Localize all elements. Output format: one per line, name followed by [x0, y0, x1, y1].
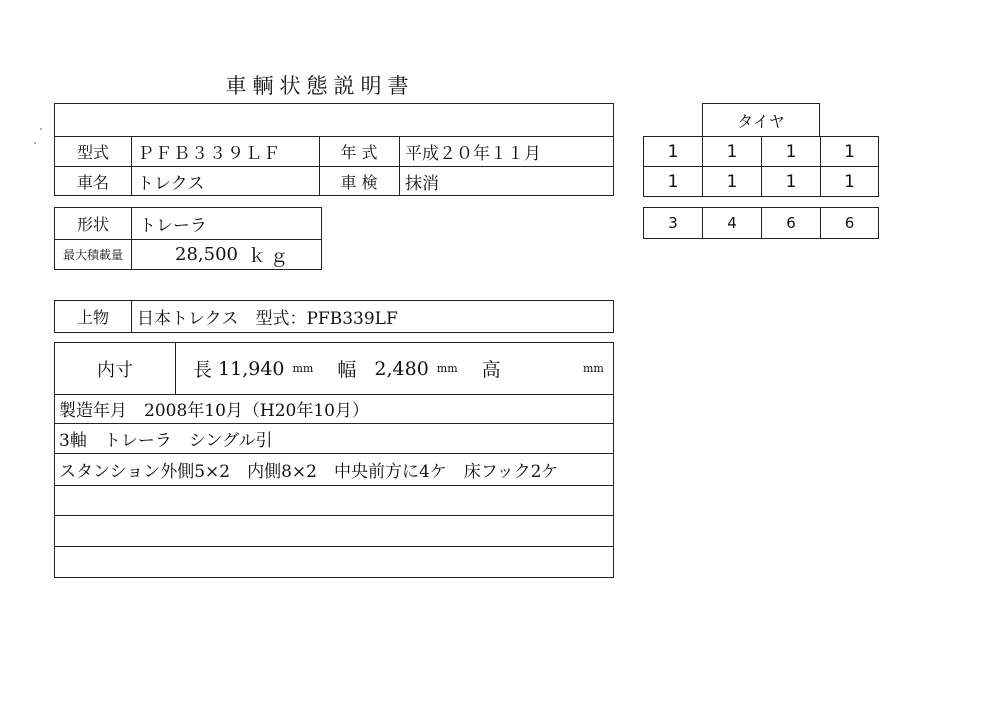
width-value: 2,480 — [374, 357, 429, 380]
details-table — [54, 342, 614, 578]
length-label: 長 — [193, 359, 213, 381]
upper-body-value: 日本トレクス 型式：PFB339LF — [137, 309, 398, 329]
max-load-label: 最大積載量 — [62, 248, 123, 262]
max-load-value — [175, 239, 315, 270]
upper-body-table — [54, 300, 614, 333]
year-label: 年 式 — [340, 142, 378, 162]
width-unit: mm — [436, 362, 458, 375]
model-value: ＰＦＢ３３９ＬＦ — [137, 143, 281, 164]
scan-speck — [34, 142, 36, 144]
max-load-unit: ｋｇ — [247, 245, 292, 267]
shape-table — [54, 207, 322, 270]
tire-cell: 1 — [761, 136, 821, 167]
shape-label: 形状 — [76, 215, 109, 234]
model-label: 型式 — [76, 142, 109, 162]
year-value: 平成２０年１１月 — [405, 143, 541, 164]
tire-cell: 1 — [761, 166, 821, 197]
tire-cell: 1 — [643, 136, 703, 167]
height-unit: mm — [583, 362, 604, 375]
tire-header: タイヤ — [702, 103, 820, 137]
detail-line — [59, 485, 609, 515]
max-load-number: 28,500 — [175, 244, 238, 265]
scan-speck — [40, 128, 42, 130]
height-label: 高 — [481, 359, 501, 381]
detail-line — [59, 546, 609, 577]
tire-cell: 1 — [702, 136, 762, 167]
detail-line: 製造年月 2008年10月（H20年10月） — [59, 401, 369, 421]
inner-dims-row — [193, 343, 613, 394]
detail-line — [59, 515, 609, 546]
tire-cell: 3 — [643, 207, 703, 239]
name-label: 車名 — [76, 172, 109, 192]
tire-cell: 1 — [702, 166, 762, 197]
tire-cell: 1 — [643, 166, 703, 197]
tire-cell: 1 — [820, 166, 879, 197]
detail-line: 3軸 トレーラ シングル引 — [59, 430, 273, 451]
shape-value: トレーラ — [139, 216, 207, 236]
tire-cell: 1 — [820, 136, 879, 167]
inspection-value: 抹消 — [405, 173, 439, 194]
inner-dims-label: 内寸 — [97, 359, 133, 381]
page-title: 車輌状態説明書 — [225, 74, 415, 98]
width-label: 幅 — [337, 359, 357, 381]
length-value: 11,940 — [218, 357, 285, 380]
tire-cell: 6 — [820, 207, 879, 239]
vehicle-info-table — [54, 103, 614, 196]
upper-body-label: 上物 — [76, 308, 109, 327]
length-unit: mm — [292, 362, 314, 375]
name-value: トレクス — [137, 173, 205, 194]
inspection-label: 車 検 — [340, 172, 378, 192]
tire-cell: 6 — [761, 207, 821, 239]
tire-cell: 4 — [702, 207, 762, 239]
detail-line: スタンション外側5×2 内側8×2 中央前方に4ケ 床フック2ケ — [59, 461, 559, 482]
